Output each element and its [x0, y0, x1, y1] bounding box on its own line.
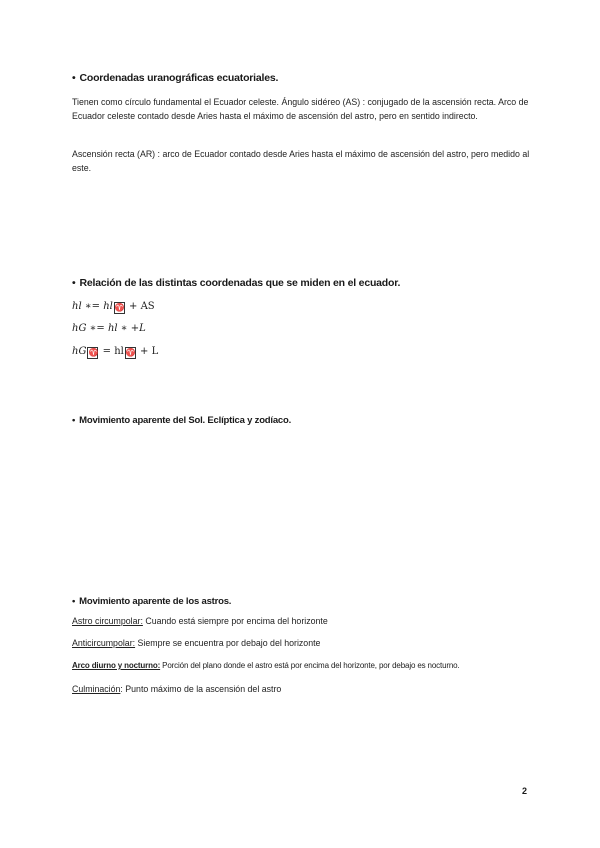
definition-anticircumpolar: Anticircumpolar: Siempre se encuentra por debajo del horizonte — [72, 638, 321, 648]
heading-text: Movimiento aparente de los astros. — [79, 596, 232, 607]
definition-culminacion: Culminación: Punto máximo de la ascensión del astro — [72, 684, 282, 694]
aries-icon: ♈ — [125, 348, 136, 357]
section-heading-astros — [72, 596, 231, 607]
bullet: • — [72, 596, 76, 607]
aries-icon: ♈ — [114, 303, 125, 312]
definition-astro-circumpolar: Astro circumpolar: Cuando está siempre por encima del horizonte — [72, 616, 328, 626]
definition-arco-diurno-nocturno: Arco diurno y nocturno: Porción del plano donde el astro está por encima del horizonte, por debajo es nocturno. — [72, 661, 460, 670]
bullet: • — [72, 72, 76, 84]
section-heading-sol — [72, 415, 291, 426]
paragraph-angulo-sidereo: Tienen como círculo fundamental el Ecuador celeste. Ángulo sidéreo (AS) : conjugado de la ascensión recta. Arco de Ecuador celeste contado desde Aries hasta el máximo de ascensión del astro, pero en sentido indirecto. — [72, 97, 529, 121]
paragraph-ascension-recta: Ascensión recta (AR) : arco de Ecuador contado desde Aries hasta el máximo de ascensión del astro, pero medido al este. — [72, 149, 530, 173]
bullet: • — [72, 277, 76, 289]
aries-icon: ♈ — [88, 348, 99, 357]
equation-3: hG ♈ = hl ♈ + L — [72, 346, 159, 357]
heading-text: Movimiento aparente del Sol. Eclíptica y zodíaco. — [79, 415, 292, 426]
equation-2: hG ∗= hl ∗ +L — [72, 323, 146, 334]
heading-text: Relación de las distintas coordenadas que se miden en el ecuador. — [79, 277, 401, 289]
bullet: • — [72, 415, 76, 426]
section-heading-relacion — [72, 277, 400, 289]
equation-1: hl ∗= hl ♈ + AS — [72, 301, 155, 312]
heading-text: Coordenadas uranográficas ecuatoriales. — [79, 72, 279, 84]
page-number: 2 — [522, 786, 528, 796]
section-heading-ecuatoriales — [72, 72, 278, 84]
